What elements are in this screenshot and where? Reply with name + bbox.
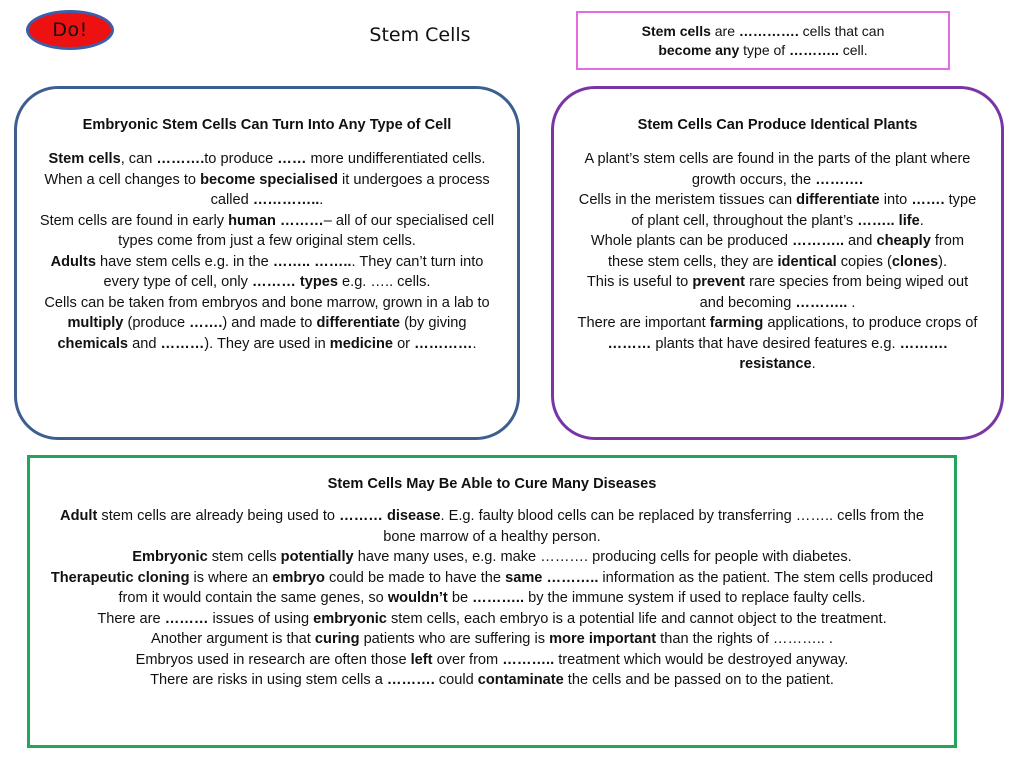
diseases-panel-title: Stem Cells May Be Able to Cure Many Diseases <box>327 476 657 492</box>
identical-plants-panel <box>551 86 1004 440</box>
plants-panel-title: Stem Cells Can Produce Identical Plants <box>637 117 918 133</box>
embryonic-panel-title: Embryonic Stem Cells Can Turn Into Any Type of Cell <box>82 117 452 133</box>
do-badge <box>26 10 114 50</box>
embryonic-stem-cells-panel <box>14 86 520 440</box>
page-title: Stem Cells <box>369 24 471 46</box>
definition-box: Stem cells are …………. cells that can become any type of ……….. cell. <box>576 11 950 70</box>
cure-diseases-panel <box>27 455 957 748</box>
do-badge-label: Do! <box>52 19 88 41</box>
diseases-panel-text: Adult stem cells are already being used to ……… disease. E.g. faulty blood cells can be replaced by transferring …….. cells from the bone marrow of a healthy person. Embryonic stem cells potentially have many uses, e.g. make ………. producing cells for people with diabetes. Therapeutic cloning is where an embryo could be made to have the same ……….. information as the patient. The stem cells produced from it would contain the same genes, so wouldn’t be ……….. by the immune system if used to replace faulty cells. There are ……… issues of using embryonic stem cells, each embryo is a potential life and cannot object to the treatment. Another argument is that curing patients who are suffering is more important than the rights of ……….. . Embryos used in research are often those left over from ……….. treatment which would be destroyed anyway. There are risks in using stem cells a ………. could contaminate the cells and be passed on to the patient. <box>50 508 934 688</box>
embryonic-panel-text: Stem cells, can ……….to produce …… more undifferentiated cells. When a cell changes to become specialised it undergoes a process called …………... Stem cells are found in early human ………– all of our specialised cell types come from just a few original stem cells. Adults have stem cells e.g. in the …….. ……... They can’t turn into every type of cell, only ……… types e.g. ….. cells. Cells can be taken from embryos and bone marrow, grown in a lab to multiply (produce …….) and made to differentiate (by giving chemicals and ………). They are used in medicine or …………. <box>39 151 495 352</box>
plants-panel-text: A plant’s stem cells are found in the parts of the plant where growth occurs, the ………. Cells in the meristem tissues can differentiate into ……. type of plant cell, throughout the plant’s …….. life. Whole plants can be produced ……….. and cheaply from these stem cells, they are identical copies (clones). This is useful to prevent rare species from being wiped out and becoming ……….. . There are important farming applications, to produce crops of ……… plants that have desired features e.g. ………. resistance. <box>577 151 978 372</box>
